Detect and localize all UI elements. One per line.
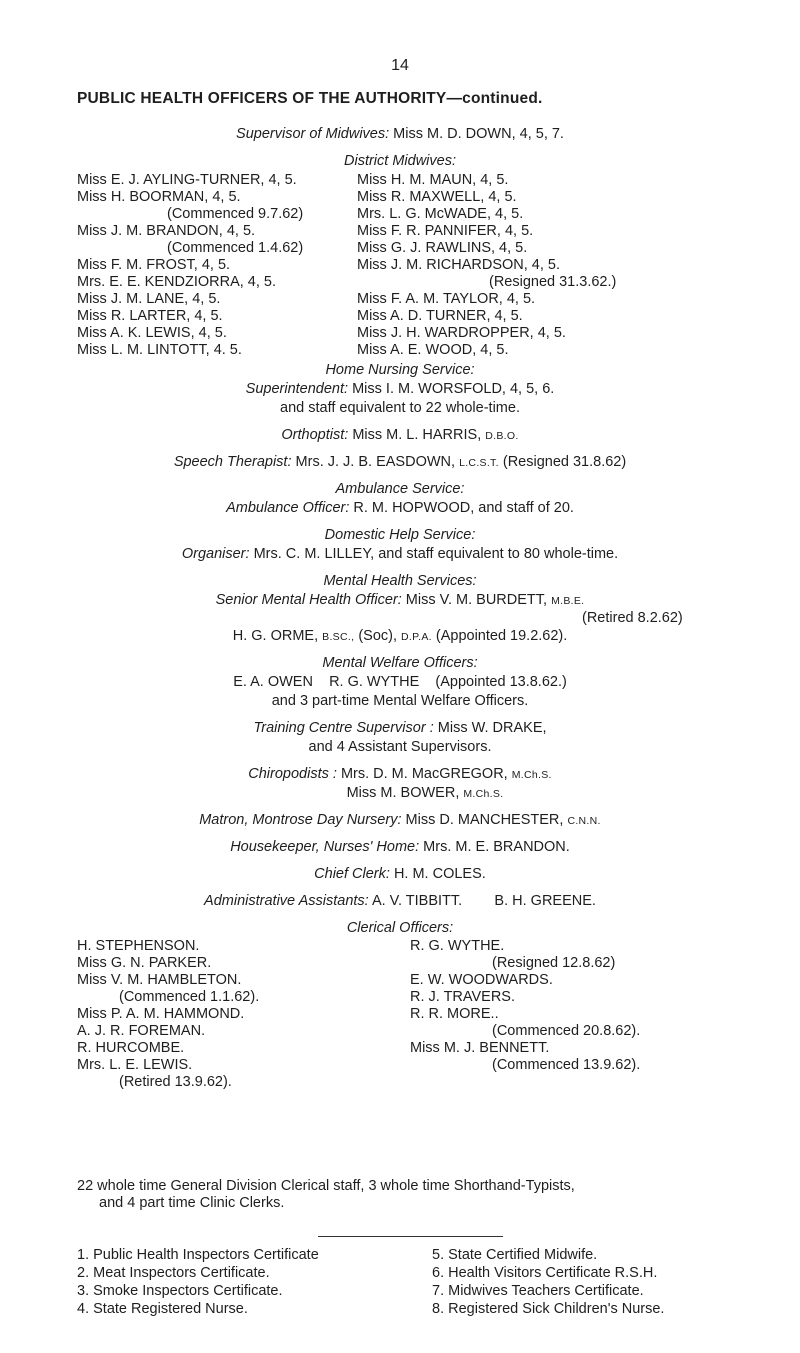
housekeeper-nurses-home: Housekeeper, Nurses' Home: Mrs. M. E. BRANDON. (230, 839, 570, 855)
mental-welfare-officers: E. A. OWEN R. G. WYTHE (Appointed 13.8.62.) (233, 674, 567, 690)
footnotes-right (432, 1247, 664, 1319)
list-item: (Resigned 31.3.62.) (489, 274, 617, 290)
list-item: (Retired 13.9.62). (119, 1074, 232, 1090)
list-item: (Commenced 13.9.62). (492, 1057, 641, 1073)
list-item: (Commenced 9.7.62) (167, 206, 304, 222)
list-item: Miss A. D. TURNER, 4, 5. (357, 308, 523, 324)
senior-mental-health-officer: Senior Mental Health Officer: Miss V. M. BURDETT, M.B.E. (215, 592, 585, 608)
list-item: Miss R. LARTER, 4, 5. (77, 308, 223, 324)
footnote-item: 2. Meat Inspectors Certificate. (77, 1265, 270, 1281)
supervisor-value: Miss M. D. DOWN, 4, 5, 7. (393, 126, 564, 142)
list-item: R. R. MORE.. (410, 1006, 499, 1022)
list-item: Mrs. L. G. McWADE, 4, 5. (357, 206, 524, 222)
mental-health-orme: H. G. ORME, B.SC., (Soc), D.P.A. (Appointed 19.2.62). (232, 628, 568, 644)
footnote-item: 8. Registered Sick Children's Nurse. (432, 1301, 665, 1317)
home-nursing-superintendent: Superintendent: Miss I. M. WORSFOLD, 4, 5, 6. (245, 381, 555, 397)
footnote-item: 5. State Certified Midwife. (432, 1247, 598, 1263)
list-item: Miss P. A. M. HAMMOND. (77, 1006, 245, 1022)
list-item: (Commenced 20.8.62). (492, 1023, 641, 1039)
training-centre-supervisor: Training Centre Supervisor : Miss W. DRAKE, (253, 720, 547, 736)
list-item: E. W. WOODWARDS. (410, 972, 553, 988)
list-item: A. J. R. FOREMAN. (77, 1023, 206, 1039)
mental-welfare-title: Mental Welfare Officers: (322, 655, 478, 671)
list-item: Miss G. J. RAWLINS, 4, 5. (357, 240, 528, 256)
list-item: Miss F. M. FROST, 4, 5. (77, 257, 231, 273)
supervisor-label: Supervisor of Midwives: (236, 126, 390, 142)
home-nursing-staff: and staff equivalent to 22 whole-time. (280, 400, 520, 416)
footnote-item: 1. Public Health Inspectors Certificate (77, 1247, 319, 1263)
list-item: Miss H. M. MAUN, 4, 5. (357, 172, 509, 188)
clerical-officers-title: Clerical Officers: (346, 920, 454, 936)
clerical-staff-note: 22 whole time General Division Clerical staff, 3 whole time Shorthand-Typists, and 4 part time Clinic Clerks. (77, 1178, 575, 1211)
list-item: Miss J. M. BRANDON, 4, 5. (77, 223, 256, 239)
list-item: R. HURCOMBE. (77, 1040, 185, 1056)
list-item: Miss E. J. AYLING-TURNER, 4, 5. (77, 172, 297, 188)
district-midwives-right-list (357, 172, 616, 359)
list-item: R. G. WYTHE. (410, 938, 505, 954)
supervisor-of-midwives (0, 126, 800, 143)
orthoptist: Orthoptist: Miss M. L. HARRIS, D.B.O. (281, 427, 519, 443)
list-item: Miss V. M. HAMBLETON. (77, 972, 242, 988)
district-midwives-title: District Midwives: (344, 153, 456, 169)
list-item: Miss A. E. WOOD, 4, 5. (357, 342, 509, 358)
page-number: 14 (391, 57, 409, 74)
speech-therapist: Speech Therapist: Mrs. J. J. B. EASDOWN, L.C.S.T. (Resigned 31.8.62) (173, 454, 627, 470)
footnotes-left (77, 1247, 319, 1319)
matron-day-nursery: Matron, Montrose Day Nursery: Miss D. MANCHESTER, C.N.N. (199, 812, 601, 828)
list-item: H. STEPHENSON. (77, 938, 200, 954)
domestic-help-title: Domestic Help Service: (324, 527, 476, 543)
list-item: Miss R. MAXWELL, 4, 5. (357, 189, 517, 205)
list-item: Miss G. N. PARKER. (77, 955, 212, 971)
list-item: Miss F. A. M. TAYLOR, 4, 5. (357, 291, 536, 307)
home-nursing-title: Home Nursing Service: (325, 362, 475, 378)
footnote-item: 6. Health Visitors Certificate R.S.H. (432, 1265, 658, 1281)
page-heading: PUBLIC HEALTH OFFICERS OF THE AUTHORITY—continued. (77, 90, 543, 107)
list-item: Miss H. BOORMAN, 4, 5. (77, 189, 241, 205)
chiropodists-second: Miss M. BOWER, M.Ch.S. (346, 785, 504, 801)
ambulance-officer: Ambulance Officer: R. M. HOPWOOD, and staff of 20. (226, 500, 574, 516)
list-item: Miss A. K. LEWIS, 4, 5. (77, 325, 227, 341)
clerical-right-list (410, 938, 640, 1074)
list-item: Miss J. M. RICHARDSON, 4, 5. (357, 257, 561, 273)
list-item: Miss L. M. LINTOTT, 4. 5. (77, 342, 242, 358)
list-item: R. J. TRAVERS. (410, 989, 516, 1005)
list-item: (Commenced 1.1.62). (119, 989, 260, 1005)
list-item: Mrs. L. E. LEWIS. (77, 1057, 193, 1073)
list-item: Miss J. H. WARDROPPER, 4, 5. (357, 325, 566, 341)
clerical-left-list (77, 938, 259, 1091)
ambulance-title: Ambulance Service: (335, 481, 465, 497)
district-midwives-left-list (77, 172, 303, 359)
footnote-item: 7. Midwives Teachers Certificate. (432, 1283, 644, 1299)
list-item: Miss F. R. PANNIFER, 4, 5. (357, 223, 534, 239)
training-assistants: and 4 Assistant Supervisors. (308, 739, 492, 755)
footnote-item: 3. Smoke Inspectors Certificate. (77, 1283, 283, 1299)
footnote-divider (318, 1236, 503, 1237)
footnote-item: 4. State Registered Nurse. (77, 1301, 248, 1317)
list-item: Mrs. E. E. KENDZIORRA, 4, 5. (77, 274, 277, 290)
list-item: Miss M. J. BENNETT. (410, 1040, 550, 1056)
administrative-assistants: Administrative Assistants: A. V. TIBBITT. B. H. GREENE. (204, 893, 596, 909)
mental-health-title: Mental Health Services: (323, 573, 477, 589)
list-item: (Commenced 1.4.62) (167, 240, 304, 256)
mental-health-retired-note: (Retired 8.2.62) (582, 610, 683, 626)
chiropodists-first: Chiropodists : Mrs. D. M. MacGREGOR, M.Ch.S. (248, 766, 552, 782)
list-item: (Resigned 12.8.62) (492, 955, 616, 971)
list-item: Miss J. M. LANE, 4, 5. (77, 291, 221, 307)
chief-clerk: Chief Clerk: H. M. COLES. (314, 866, 486, 882)
mental-welfare-part-time: and 3 part-time Mental Welfare Officers. (271, 693, 529, 709)
domestic-help-organiser: Organiser: Mrs. C. M. LILLEY, and staff equivalent to 80 whole-time. (181, 546, 619, 562)
